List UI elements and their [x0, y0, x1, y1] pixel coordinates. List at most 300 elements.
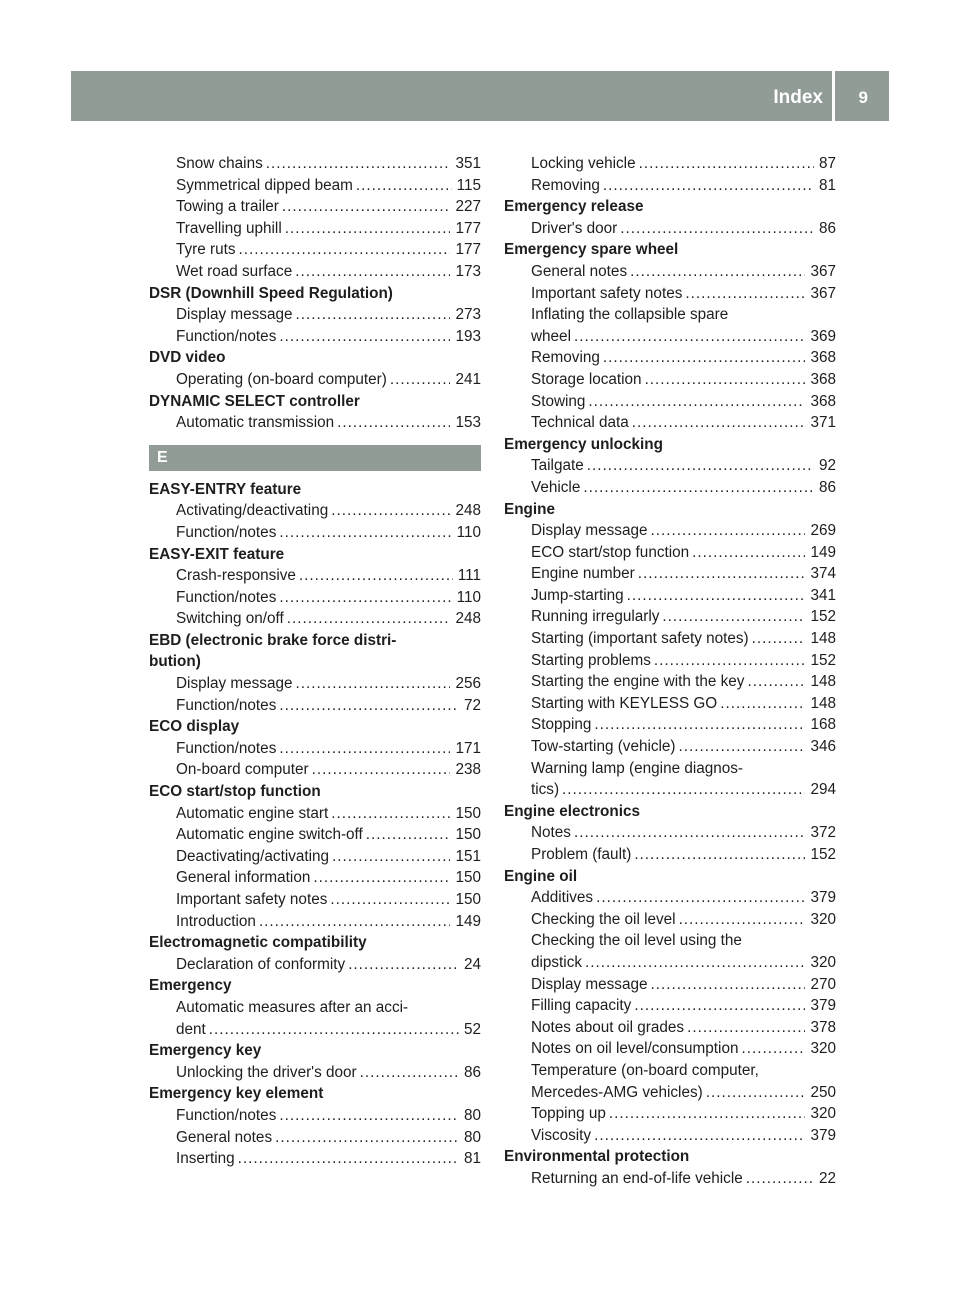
page-header: [71, 71, 889, 121]
subentry-label: Towing a trailer: [176, 198, 279, 216]
subentry-label: Running irregularly: [531, 608, 660, 626]
index-subentry: [149, 239, 481, 261]
dot-leader: [679, 909, 806, 931]
index-subentry: [149, 1062, 481, 1084]
dot-leader: [706, 1082, 806, 1104]
dot-leader: [650, 974, 805, 996]
page-reference: 320: [810, 953, 836, 971]
index-heading: Electromagnetic compatibility: [149, 934, 367, 952]
page-reference: 24: [463, 955, 481, 973]
index-subentry: [504, 714, 836, 736]
subentry-label: Checking the oil level: [531, 910, 676, 928]
subentry-label: Storage location: [531, 370, 642, 388]
dot-leader: [295, 304, 450, 326]
dot-leader: [259, 911, 451, 933]
index-subentry: [149, 803, 481, 825]
page-reference: 369: [810, 327, 836, 345]
index-subentry: [149, 1127, 481, 1149]
page-number: 9: [858, 88, 868, 107]
dot-leader: [279, 326, 450, 348]
dot-leader: [209, 1019, 459, 1041]
index-subentry: [504, 736, 836, 758]
page-reference: 372: [810, 824, 836, 842]
subentry-label: Starting (important safety notes): [531, 630, 749, 648]
section-letter-bar: E: [149, 445, 481, 471]
dot-leader: [634, 844, 805, 866]
page-reference: 152: [810, 608, 836, 626]
index-subentry: [504, 952, 836, 974]
index-subentry: [149, 954, 481, 976]
page-reference: 150: [455, 826, 481, 844]
index-heading: ECO display: [149, 718, 240, 736]
index-subentry: [149, 1019, 481, 1041]
subentry-label: Engine number: [531, 565, 635, 583]
subentry-label: Vehicle: [531, 478, 581, 496]
index-subentry: [149, 412, 481, 434]
page-reference: 256: [455, 675, 481, 693]
page-reference: 379: [810, 997, 836, 1015]
page-reference: 367: [810, 284, 836, 302]
dot-leader: [645, 369, 806, 391]
dot-leader: [279, 738, 450, 760]
subentry-label: Function/notes: [176, 739, 277, 757]
dot-leader: [630, 261, 805, 283]
subentry-label: Inserting: [176, 1150, 235, 1168]
subentry-label: dipstick: [531, 953, 583, 971]
page-reference: 111: [457, 567, 481, 585]
index-subentry: [149, 500, 481, 522]
dot-leader: [594, 1125, 805, 1147]
subentry-label: Notes: [531, 824, 571, 842]
subentry-label: Automatic engine switch-off: [176, 826, 363, 844]
index-heading: EASY-ENTRY feature: [149, 480, 302, 498]
dot-leader: [574, 326, 806, 348]
subentry-label: Display message: [176, 675, 293, 693]
dot-leader: [650, 520, 805, 542]
subentry-label: Switching on/off: [176, 610, 284, 628]
subentry-label: Wet road surface: [176, 262, 293, 280]
dot-leader: [282, 196, 451, 218]
page-reference: 150: [455, 891, 481, 908]
page-reference: 320: [810, 1105, 836, 1123]
index-subentry-continued: Automatic measures after an acci-: [176, 998, 409, 1016]
dot-leader: [594, 714, 805, 736]
subentry-label: Tyre ruts: [176, 241, 236, 259]
index-heading: Emergency key: [149, 1042, 262, 1060]
index-subentry: [149, 522, 481, 544]
dot-leader: [720, 693, 805, 715]
page-reference: 81: [818, 176, 836, 194]
index-subentry: [504, 1038, 836, 1060]
subentry-label: Starting with KEYLESS GO: [531, 694, 718, 712]
index-subentry: [504, 1017, 836, 1039]
page-reference: 80: [463, 1106, 481, 1124]
subentry-label: ECO start/stop function: [531, 543, 690, 561]
page-reference: 148: [810, 673, 836, 691]
index-subentry-continued: Checking the oil level using the: [531, 932, 742, 950]
subentry-label: Function/notes: [176, 1106, 277, 1124]
index-subentry: [149, 369, 481, 391]
dot-leader: [685, 283, 805, 305]
index-heading: DVD video: [149, 349, 226, 367]
subentry-label: Starting the engine with the key: [531, 673, 745, 691]
index-heading: Emergency release: [504, 198, 644, 216]
subentry-label: Stopping: [531, 716, 592, 734]
index-subentry: [504, 520, 836, 542]
page-reference: 149: [810, 543, 836, 561]
page-reference: 168: [810, 716, 836, 734]
page-reference: 87: [818, 155, 836, 172]
subentry-label: Mercedes-AMG vehicles): [531, 1083, 703, 1101]
index-subentry: [149, 695, 481, 717]
page-reference: 171: [455, 739, 481, 757]
dot-leader: [574, 822, 806, 844]
index-subentry: [149, 867, 481, 889]
subentry-label: Function/notes: [176, 523, 277, 541]
subentry-label: wheel: [531, 327, 571, 345]
dot-leader: [603, 175, 814, 197]
dot-leader: [299, 565, 453, 587]
index-subentry: [504, 477, 836, 499]
index-subentry: [149, 673, 481, 695]
index-subentry: [504, 844, 836, 866]
page-reference: 150: [455, 869, 481, 887]
index-subentry: [149, 608, 481, 630]
page-reference: 371: [810, 414, 836, 432]
page-reference: 367: [810, 262, 836, 280]
index-heading: ECO start/stop function: [149, 783, 321, 801]
page-reference: 374: [810, 565, 836, 583]
index-subentry: [504, 175, 836, 197]
subentry-label: Display message: [176, 306, 293, 324]
index-subentry: [149, 326, 481, 348]
page-reference: 92: [818, 457, 836, 475]
dot-leader: [295, 261, 450, 283]
page-reference: 241: [455, 370, 481, 388]
index-subentry: [149, 218, 481, 240]
subentry-label: Activating/deactivating: [176, 502, 329, 520]
dot-leader: [587, 455, 814, 477]
dot-leader: [331, 500, 450, 522]
index-subentry: [149, 759, 481, 781]
dot-leader: [583, 477, 814, 499]
index-heading: Engine: [504, 500, 555, 518]
subentry-label: Travelling uphill: [176, 219, 282, 237]
subentry-label: General information: [176, 869, 311, 887]
page-reference: 150: [455, 804, 481, 822]
dot-leader: [609, 1103, 806, 1125]
dot-leader: [330, 889, 450, 911]
index-subentry: [504, 585, 836, 607]
dot-leader: [596, 887, 805, 909]
index-subentry: [504, 822, 836, 844]
index-subentry: [504, 412, 836, 434]
index-heading: Emergency key element: [149, 1085, 324, 1103]
subentry-label: Important safety notes: [531, 284, 683, 302]
subentry-label: Function/notes: [176, 327, 277, 345]
dot-leader: [337, 412, 450, 434]
dot-leader: [679, 736, 806, 758]
page-reference: 148: [810, 630, 836, 648]
page-reference: 378: [810, 1018, 836, 1036]
index-heading: DSR (Downhill Speed Regulation): [149, 284, 393, 302]
subentry-label: tics): [531, 781, 560, 799]
page-reference: 86: [818, 478, 836, 496]
index-subentry: [149, 889, 481, 911]
dot-leader: [741, 1038, 805, 1060]
page-reference: 379: [810, 889, 836, 907]
subentry-label: Operating (on-board computer): [176, 370, 387, 388]
index-heading: EASY-EXIT feature: [149, 545, 285, 563]
subentry-label: Locking vehicle: [531, 155, 636, 172]
subentry-label: Function/notes: [176, 588, 277, 606]
index-subentry: [504, 261, 836, 283]
subentry-label: Driver's door: [531, 219, 618, 237]
index-subentry: [504, 1103, 836, 1125]
subentry-label: dent: [176, 1020, 206, 1038]
dot-leader: [356, 175, 452, 197]
dot-leader: [295, 673, 450, 695]
page-reference: 152: [810, 846, 836, 863]
page-reference: 248: [455, 610, 481, 628]
index-subentry: [504, 326, 836, 348]
index-subentry: [504, 369, 836, 391]
dot-leader: [603, 347, 806, 369]
subentry-label: Symmetrical dipped beam: [176, 176, 353, 194]
page-reference: 177: [455, 241, 481, 259]
page-reference: 248: [455, 502, 481, 520]
subentry-label: General notes: [176, 1128, 273, 1146]
subentry-label: Automatic engine start: [176, 804, 329, 822]
index-heading: EBD (electronic brake force distri-: [149, 631, 397, 649]
page-reference: 320: [810, 1040, 836, 1058]
index-subentry: [504, 283, 836, 305]
page-reference: 227: [455, 198, 481, 216]
subentry-label: Filling capacity: [531, 997, 632, 1015]
index-heading: Emergency unlocking: [504, 435, 663, 453]
index-subentry: [149, 1105, 481, 1127]
subentry-label: Notes about oil grades: [531, 1018, 685, 1036]
subentry-label: Topping up: [531, 1105, 606, 1123]
page-reference: 346: [810, 738, 836, 756]
subentry-label: Deactivating/activating: [176, 847, 330, 865]
subentry-label: Snow chains: [176, 155, 263, 172]
index-subentry: [504, 693, 836, 715]
index-subentry: [504, 779, 836, 801]
index-column-left: [149, 153, 481, 1170]
subentry-label: General notes: [531, 262, 628, 280]
page-reference: 152: [810, 651, 836, 669]
index-subentry: [504, 671, 836, 693]
page-reference: 173: [455, 262, 481, 280]
index-subentry: [149, 196, 481, 218]
index-subentry: [504, 347, 836, 369]
index-subentry: [504, 995, 836, 1017]
dot-leader: [331, 803, 450, 825]
page-reference: 81: [463, 1150, 481, 1168]
page-reference: 52: [463, 1020, 481, 1038]
index-column-right: [504, 153, 836, 1190]
subentry-label: Tow-starting (vehicle): [531, 738, 676, 756]
header-divider: [832, 71, 835, 121]
dot-leader: [634, 995, 805, 1017]
page-reference: 151: [455, 847, 481, 865]
dot-leader: [752, 628, 806, 650]
page-reference: 351: [455, 155, 481, 172]
subentry-label: Removing: [531, 176, 600, 194]
index-heading: Engine electronics: [504, 802, 641, 820]
index-subentry: [504, 455, 836, 477]
page-reference: 22: [818, 1169, 836, 1187]
subentry-label: Unlocking the driver's door: [176, 1063, 357, 1081]
index-subentry: [504, 650, 836, 672]
dot-leader: [588, 391, 805, 413]
page-reference: 320: [810, 910, 836, 928]
subentry-label: On-board computer: [176, 761, 309, 779]
index-subentry: [504, 153, 836, 175]
index-heading: Emergency spare wheel: [504, 241, 679, 259]
page-reference: 149: [455, 912, 481, 930]
subentry-label: Tailgate: [531, 457, 584, 475]
dot-leader: [639, 153, 814, 175]
dot-leader: [747, 671, 805, 693]
index-subentry: [504, 563, 836, 585]
page-reference: 368: [810, 349, 836, 367]
subentry-label: Introduction: [176, 912, 256, 930]
index-subentry-continued: Temperature (on-board computer,: [531, 1061, 759, 1079]
dot-leader: [312, 759, 451, 781]
index-subentry: [504, 391, 836, 413]
page-reference: 115: [456, 176, 481, 194]
index-subentry: [149, 304, 481, 326]
page-reference: 80: [463, 1128, 481, 1146]
index-subentry: [149, 153, 481, 175]
dot-leader: [279, 522, 451, 544]
subentry-label: Automatic transmission: [176, 414, 335, 432]
dot-leader: [654, 650, 806, 672]
page-reference: 368: [810, 370, 836, 388]
index-subentry: [149, 261, 481, 283]
subentry-label: Returning an end-of-life vehicle: [531, 1169, 743, 1187]
subentry-label: Jump-starting: [531, 586, 624, 604]
subentry-label: Additives: [531, 889, 594, 907]
page-reference: 273: [455, 306, 481, 324]
dot-leader: [348, 954, 459, 976]
subentry-label: Problem (fault): [531, 846, 632, 863]
index-subentry: [149, 587, 481, 609]
index-heading: Environmental protection: [504, 1148, 690, 1166]
subentry-label: Starting problems: [531, 651, 651, 669]
page-reference: 148: [810, 694, 836, 712]
page-reference: 86: [463, 1063, 481, 1081]
index-subentry: [504, 1082, 836, 1104]
dot-leader: [562, 779, 805, 801]
page-reference: 294: [810, 781, 836, 799]
index-subentry: [504, 909, 836, 931]
page-reference: 193: [455, 327, 481, 345]
index-subentry: [149, 1148, 481, 1170]
dot-leader: [266, 153, 451, 175]
index-heading: DYNAMIC SELECT controller: [149, 392, 360, 410]
page-reference: 110: [456, 588, 481, 606]
dot-leader: [360, 1062, 459, 1084]
dot-leader: [275, 1127, 459, 1149]
index-subentry: [149, 565, 481, 587]
page-reference: 238: [455, 761, 481, 779]
subentry-label: Technical data: [531, 414, 629, 432]
dot-leader: [746, 1168, 814, 1190]
index-subentry: [504, 1125, 836, 1147]
dot-leader: [366, 824, 451, 846]
page-reference: 110: [456, 523, 481, 541]
page-reference: 368: [810, 392, 836, 410]
dot-leader: [620, 218, 814, 240]
dot-leader: [638, 563, 806, 585]
index-subentry: [504, 628, 836, 650]
index-subentry-continued: Inflating the collapsible spare: [531, 306, 729, 324]
index-subentry: [149, 738, 481, 760]
index-heading: Emergency: [149, 977, 232, 995]
index-subentry: [149, 846, 481, 868]
dot-leader: [687, 1017, 805, 1039]
dot-leader: [279, 695, 459, 717]
section-title: Index: [773, 87, 823, 108]
subentry-label: Function/notes: [176, 696, 277, 714]
dot-leader: [632, 412, 806, 434]
page-reference: 250: [810, 1083, 836, 1101]
dot-leader: [287, 608, 451, 630]
index-subentry: [504, 218, 836, 240]
dot-leader: [332, 846, 450, 868]
index-heading: Engine oil: [504, 867, 578, 885]
subentry-label: Stowing: [531, 392, 586, 410]
subentry-label: Crash-responsive: [176, 567, 296, 585]
page-reference: 153: [455, 414, 481, 432]
page-reference: 269: [810, 522, 836, 540]
subentry-label: Display message: [531, 975, 648, 993]
dot-leader: [279, 1105, 459, 1127]
subentry-label: Declaration of conformity: [176, 955, 346, 973]
index-subentry: [504, 887, 836, 909]
index-subentry: [149, 911, 481, 933]
subentry-label: Important safety notes: [176, 891, 328, 908]
dot-leader: [285, 218, 451, 240]
index-subentry: [504, 974, 836, 996]
page-reference: 177: [455, 219, 481, 237]
page-reference: 86: [818, 219, 836, 237]
page-reference: 341: [810, 586, 836, 604]
subentry-label: Display message: [531, 522, 648, 540]
dot-leader: [627, 585, 806, 607]
subentry-label: Removing: [531, 349, 600, 367]
subentry-label: Notes on oil level/consumption: [531, 1040, 739, 1058]
index-subentry: [149, 824, 481, 846]
page-reference: 379: [810, 1126, 836, 1144]
index-subentry: [149, 175, 481, 197]
dot-leader: [585, 952, 805, 974]
dot-leader: [238, 1148, 459, 1170]
index-subentry-continued: Warning lamp (engine diagnos-: [531, 759, 744, 777]
page-reference: 270: [810, 975, 836, 993]
subentry-label: Viscosity: [531, 1126, 592, 1144]
dot-leader: [279, 587, 451, 609]
dot-leader: [239, 239, 451, 261]
index-heading: bution): [149, 653, 201, 671]
index-subentry: [504, 606, 836, 628]
index-subentry: [504, 542, 836, 564]
dot-leader: [390, 369, 451, 391]
dot-leader: [692, 542, 805, 564]
